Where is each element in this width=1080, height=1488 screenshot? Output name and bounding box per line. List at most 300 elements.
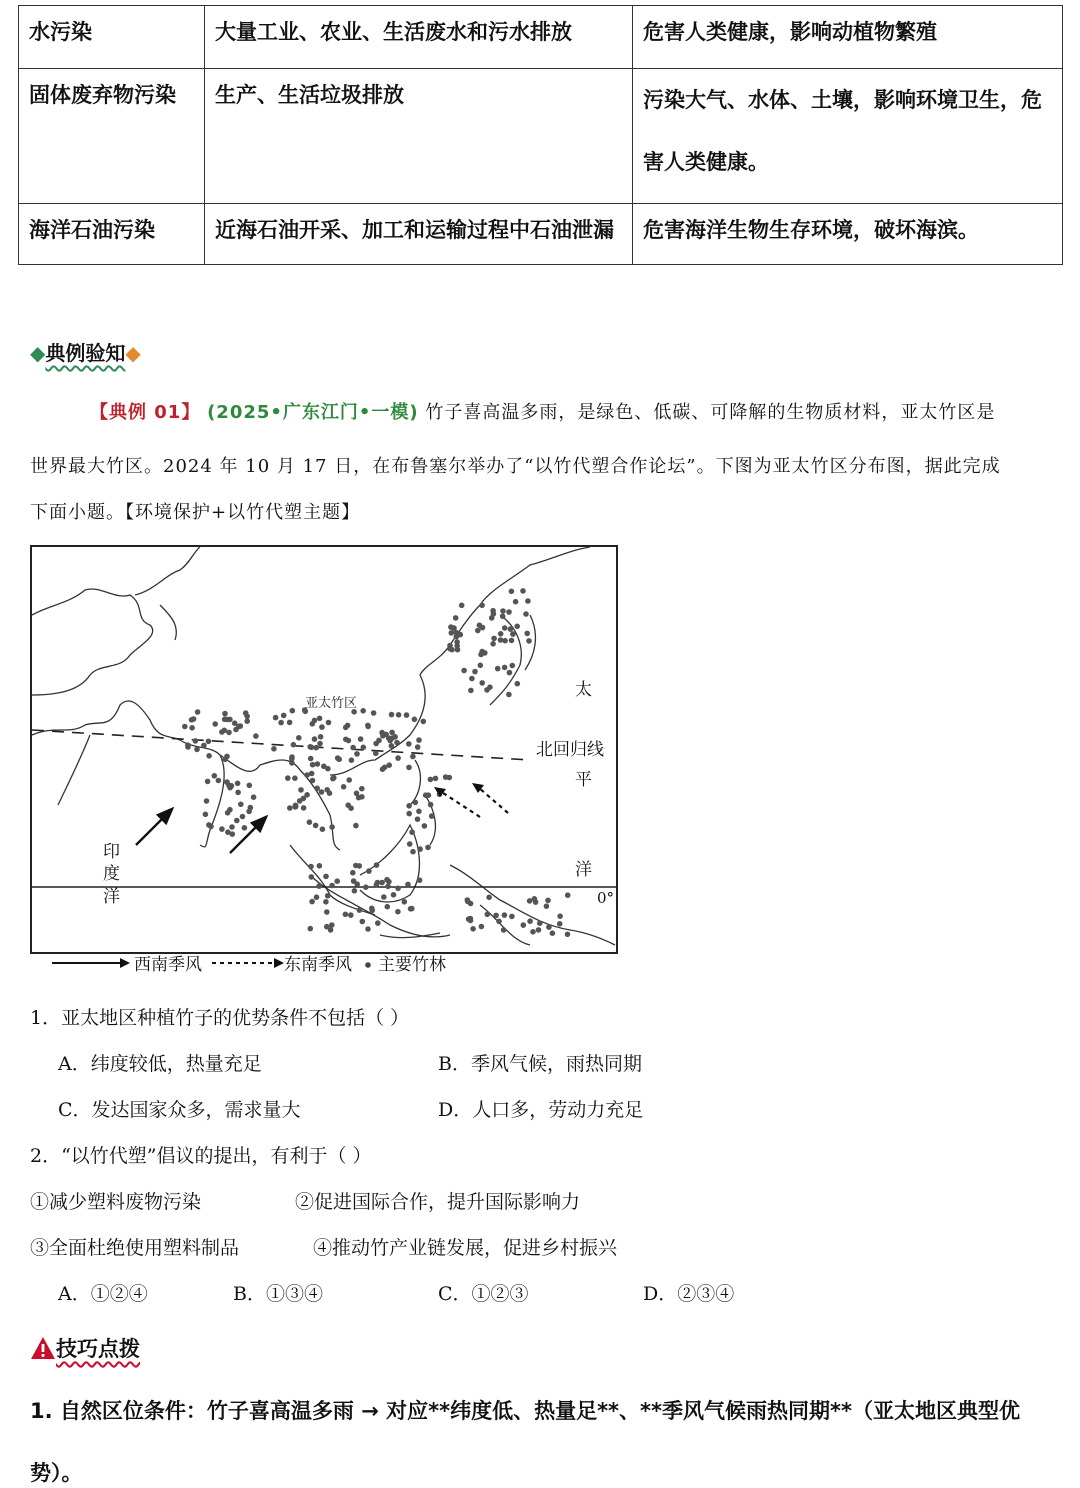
bamboo-dot xyxy=(386,762,392,768)
bamboo-dot xyxy=(312,718,318,724)
bamboo-dot xyxy=(352,888,358,894)
question-1-stem: 1．亚太地区种植竹子的优势条件不包括（ ） xyxy=(30,1007,410,1029)
bamboo-dot xyxy=(468,688,474,694)
bamboo-dot xyxy=(345,723,351,729)
bamboo-dot xyxy=(309,874,315,880)
bamboo-dot xyxy=(527,898,533,904)
bamboo-dot xyxy=(545,898,551,904)
bamboo-dot xyxy=(423,792,429,798)
bamboo-dot xyxy=(240,814,246,820)
bamboo-dot xyxy=(319,724,325,730)
bamboo-dot xyxy=(247,783,253,789)
bamboo-dot xyxy=(191,716,197,722)
tip-line-1: 1. 自然区位条件：竹子喜高温多雨 → 对应**纬度低、热量足**、**季风气候雨热同期**（亚太地区典型优 xyxy=(30,1399,1020,1423)
bamboo-dot xyxy=(468,918,474,924)
bamboo-dot xyxy=(369,908,375,914)
bamboo-dot xyxy=(451,625,457,631)
bamboo-dot xyxy=(406,811,412,817)
bamboo-dot xyxy=(350,870,356,876)
q2-statement-2: ②促进国际合作，提升国际影响力 xyxy=(295,1191,581,1213)
bamboo-dot xyxy=(329,922,335,928)
bamboo-dot xyxy=(461,668,467,674)
bamboo-dot xyxy=(373,751,379,757)
bamboo-dot xyxy=(509,914,515,920)
bamboo-dot xyxy=(508,626,514,632)
bamboo-dot xyxy=(496,919,502,925)
bamboo-dot xyxy=(485,912,491,918)
bamboo-dot xyxy=(360,919,366,925)
bamboo-dot xyxy=(502,625,508,631)
table-row xyxy=(19,204,1063,265)
bamboo-dot xyxy=(565,932,571,938)
bamboo-dot xyxy=(189,725,195,731)
bamboo-dot xyxy=(308,756,314,762)
indian-label-2: 度 xyxy=(103,864,120,884)
bamboo-dot xyxy=(389,712,395,718)
region-label: 亚太竹区 xyxy=(305,696,358,711)
table-cell: 危害人类健康，影响动植物繁殖 xyxy=(633,6,1063,69)
bamboo-dot xyxy=(229,824,235,830)
table-cell: 水污染 xyxy=(19,6,205,69)
bamboo-dot xyxy=(409,906,415,912)
bamboo-dot xyxy=(193,738,199,744)
bamboo-dot xyxy=(314,894,320,900)
bamboo-dot xyxy=(350,745,356,751)
bamboo-dot xyxy=(500,608,506,614)
bamboo-dot xyxy=(406,741,412,747)
bamboo-dot xyxy=(290,708,296,714)
bamboo-dot xyxy=(404,712,410,718)
bamboo-dot xyxy=(212,773,218,779)
bamboo-dot xyxy=(201,743,207,749)
bamboo-dot xyxy=(357,907,363,913)
bamboo-dot xyxy=(194,747,200,753)
bamboo-dot xyxy=(313,745,319,751)
bamboo-dot xyxy=(281,713,287,719)
bamboo-dot xyxy=(244,714,250,720)
bamboo-dot xyxy=(470,926,476,932)
bamboo-dot xyxy=(502,912,508,918)
bamboo-dot xyxy=(375,920,381,926)
bamboo-dot xyxy=(206,753,212,759)
bamboo-dot xyxy=(557,921,563,927)
table-row xyxy=(19,69,1063,204)
bamboo-dot xyxy=(490,641,496,647)
bamboo-dot xyxy=(365,926,371,932)
bamboo-dot xyxy=(389,736,395,742)
bamboo-dot xyxy=(309,745,315,751)
bamboo-dot xyxy=(227,807,233,813)
bamboo-dot xyxy=(219,729,225,735)
bamboo-dot xyxy=(373,741,379,747)
bamboo-dot xyxy=(510,663,516,669)
bamboo-dot xyxy=(428,802,434,808)
bamboo-dot xyxy=(318,734,324,740)
asia-pacific-bamboo-map xyxy=(30,545,620,985)
bamboo-dot xyxy=(557,913,563,919)
bamboo-dot xyxy=(329,883,335,889)
bamboo-dot xyxy=(525,598,531,604)
pacific-label-2: 平 xyxy=(575,770,592,790)
bamboo-dot xyxy=(323,899,329,905)
q2-option-c[interactable]: C．①②③ xyxy=(438,1283,529,1305)
bamboo-dot xyxy=(242,825,248,831)
bamboo-dot xyxy=(371,710,377,716)
q2-statement-4: ④推动竹产业链发展，促进乡村振兴 xyxy=(313,1237,618,1259)
bamboo-dot xyxy=(415,816,421,822)
example-source: (2025•广东江门•一模) xyxy=(207,402,419,423)
q2-option-a[interactable]: A．①②④ xyxy=(58,1283,148,1305)
bamboo-dot xyxy=(501,927,507,933)
bamboo-dot xyxy=(361,745,367,751)
bamboo-dot xyxy=(428,777,434,783)
bamboo-dot xyxy=(334,878,340,884)
bamboo-dot xyxy=(336,757,342,763)
bamboo-dot xyxy=(396,712,402,718)
bamboo-dot xyxy=(324,787,330,793)
bamboo-dot xyxy=(380,766,386,772)
bamboo-dot xyxy=(349,757,355,763)
bamboo-dot xyxy=(415,744,421,750)
bamboo-dot xyxy=(219,826,225,832)
bamboo-dot xyxy=(253,733,259,739)
bamboo-dot xyxy=(317,741,323,747)
bamboo-dot xyxy=(565,892,571,898)
bamboo-dot xyxy=(331,775,337,781)
bamboo-dot xyxy=(251,794,257,800)
indian-label-1: 印 xyxy=(103,842,120,862)
bamboo-dot xyxy=(478,652,484,658)
bamboo-dot xyxy=(479,680,485,686)
bamboo-dot xyxy=(323,874,329,880)
bamboo-dot xyxy=(425,845,431,851)
bamboo-dot xyxy=(402,899,408,905)
bamboo-dot xyxy=(406,765,412,771)
bamboo-dot xyxy=(406,803,412,809)
bamboo-dot xyxy=(224,754,230,760)
q2-statement-1: ①减少塑料废物污染 xyxy=(30,1191,202,1213)
bamboo-dot xyxy=(289,754,295,760)
bamboo-dot xyxy=(273,715,279,721)
bamboo-dot xyxy=(298,787,304,793)
bamboo-dot xyxy=(310,778,316,784)
bamboo-dot xyxy=(224,779,230,785)
bamboo-dot xyxy=(550,930,556,936)
bamboo-dot xyxy=(416,809,422,815)
bamboo-dot xyxy=(417,846,423,852)
bamboo-dot xyxy=(329,824,335,830)
bamboo-dot xyxy=(304,792,310,798)
bamboo-dot xyxy=(374,862,380,868)
example-line-3: 下面小题。【环境保护+以竹代塑主题】 xyxy=(30,502,361,523)
bamboo-dot xyxy=(489,615,495,621)
bamboo-dot xyxy=(216,778,222,784)
bamboo-dot xyxy=(185,744,191,750)
bamboo-dot xyxy=(206,739,212,745)
bamboo-dot xyxy=(363,884,369,890)
legend-bamboo: 主要竹林 xyxy=(378,955,446,975)
bamboo-dot xyxy=(381,894,387,900)
bamboo-dot xyxy=(293,803,299,809)
bamboo-dot xyxy=(477,622,483,628)
bamboo-dot xyxy=(307,819,313,825)
bamboo-dot xyxy=(454,643,460,649)
q1-option-c[interactable]: C．发达国家众多，需求量大 xyxy=(58,1099,301,1121)
bamboo-dot xyxy=(410,849,416,855)
bamboo-dot xyxy=(222,711,228,717)
bamboo-dot xyxy=(292,775,298,781)
bamboo-dot xyxy=(495,666,501,672)
bamboo-dot xyxy=(468,901,474,907)
table-cell: 固体废弃物污染 xyxy=(19,69,205,204)
section-heading-tips xyxy=(30,1333,140,1363)
pollution-table xyxy=(18,5,1063,265)
section-heading-examples xyxy=(30,337,141,366)
bamboo-dot xyxy=(235,790,241,796)
bamboo-dot xyxy=(478,663,484,669)
bamboo-dot xyxy=(475,628,481,634)
diamond-icon: ◆ xyxy=(30,341,46,365)
bamboo-dot xyxy=(455,632,461,638)
bamboo-dot xyxy=(443,774,449,780)
bamboo-dot xyxy=(514,624,520,630)
bamboo-dot xyxy=(375,880,381,886)
bamboo-dot xyxy=(212,721,218,727)
bamboo-dot xyxy=(491,636,497,642)
bamboo-dot xyxy=(358,736,364,742)
bamboo-dot xyxy=(407,841,413,847)
bamboo-dot xyxy=(486,895,492,901)
bamboo-dot xyxy=(513,599,519,605)
bamboo-dot xyxy=(412,717,418,723)
example-text: 竹子喜高温多雨，是绿色、低碳、可降解的生物质材料，亚太竹区是 xyxy=(425,402,996,423)
bamboo-dot xyxy=(546,924,552,930)
bamboo-dot xyxy=(490,608,496,614)
bamboo-dot xyxy=(319,789,325,795)
bamboo-dot xyxy=(532,896,538,902)
bamboo-dot xyxy=(530,929,536,935)
bamboo-dot xyxy=(524,631,530,637)
bamboo-dot xyxy=(285,775,291,781)
bamboo-dot xyxy=(409,829,415,835)
q1-option-d[interactable]: D．人口多，劳动力充足 xyxy=(438,1099,644,1121)
bamboo-dot xyxy=(506,692,512,698)
bamboo-dot xyxy=(416,737,422,743)
bamboo-dot xyxy=(354,751,360,757)
question-2-stem: 2．“以竹代塑”倡议的提出，有利于（ ） xyxy=(30,1145,372,1167)
bamboo-dot xyxy=(449,647,455,653)
table-row xyxy=(19,6,1063,69)
bamboo-dot xyxy=(391,892,397,898)
bamboo-dot xyxy=(317,716,323,722)
bamboo-dot xyxy=(234,818,240,824)
table-cell: 危害海洋生物生存环境，破坏海滨。 xyxy=(633,204,1063,265)
bamboo-dot xyxy=(544,903,550,909)
bamboo-dot xyxy=(405,882,411,888)
table-cell: 生产、生活垃圾排放 xyxy=(205,69,633,204)
table-cell: 污染大气、水体、土壤，影响环境卫生，危害人类健康。 xyxy=(633,69,1063,204)
bamboo-dot xyxy=(509,638,515,644)
bamboo-dot xyxy=(384,877,390,883)
pacific-label-3: 洋 xyxy=(575,860,592,880)
bamboo-dot xyxy=(246,809,252,815)
section-title: 典例验知 xyxy=(45,341,126,365)
bamboo-dot xyxy=(301,805,307,811)
bamboo-dot xyxy=(500,614,506,620)
bamboo-dot xyxy=(205,779,211,785)
q1-option-b[interactable]: B．季风气候，雨热同期 xyxy=(438,1053,642,1075)
bamboo-dot xyxy=(385,884,391,890)
map-legend xyxy=(52,955,446,975)
bamboo-dot xyxy=(360,708,366,714)
bamboo-dot xyxy=(308,926,314,932)
bamboo-dot xyxy=(459,603,465,609)
bamboo-dot xyxy=(346,738,352,744)
tropic-label: 北回归线 xyxy=(536,740,604,760)
bamboo-dot xyxy=(493,913,499,919)
bamboo-dot xyxy=(357,863,363,869)
bamboo-dot xyxy=(395,886,401,892)
bamboo-dot xyxy=(389,743,395,749)
bamboo-dot xyxy=(353,823,359,829)
bamboo-dot xyxy=(203,812,209,818)
bamboo-dot xyxy=(479,924,485,930)
bamboo-dot xyxy=(510,631,516,637)
bamboo-dot xyxy=(479,603,485,609)
table-cell: 近海石油开采、加工和运输过程中石油泄漏 xyxy=(205,204,633,265)
bamboo-dot xyxy=(395,909,401,915)
bamboo-dot xyxy=(521,922,527,928)
bamboo-dot xyxy=(287,720,293,726)
bamboo-dot xyxy=(235,781,241,787)
legend-sw: 西南季风 xyxy=(134,955,202,975)
indian-label-3: 洋 xyxy=(103,887,120,907)
bamboo-dot xyxy=(313,823,319,829)
bamboo-dot xyxy=(429,813,435,819)
bamboo-dot xyxy=(421,719,427,725)
bamboo-dot xyxy=(312,736,318,742)
bamboo-dot xyxy=(195,709,201,715)
bamboo-dot xyxy=(341,784,347,790)
section-title: 技巧点拨 xyxy=(56,1337,140,1361)
bamboo-dot xyxy=(227,785,233,791)
equator-label: 0° xyxy=(597,889,615,907)
bamboo-dot xyxy=(433,776,439,782)
bamboo-dot xyxy=(472,669,478,675)
bamboo-dot xyxy=(422,823,428,829)
bamboo-dot xyxy=(310,762,316,768)
bamboo-dot xyxy=(509,589,515,595)
bamboo-dot xyxy=(308,864,314,870)
bamboo-dot xyxy=(296,735,302,741)
bamboo-dot xyxy=(317,863,323,869)
bamboo-dot xyxy=(484,687,490,693)
bamboo-dot xyxy=(453,615,459,621)
bamboo-dot xyxy=(506,609,512,615)
bamboo-dot xyxy=(328,927,334,933)
bamboo-dot xyxy=(182,724,188,730)
bamboo-dot xyxy=(498,631,504,637)
bamboo-dot xyxy=(309,771,315,777)
bamboo-dot xyxy=(515,681,521,687)
bamboo-dot xyxy=(359,786,365,792)
bamboo-dot xyxy=(417,877,423,883)
bamboo-dot xyxy=(507,670,513,676)
bamboo-dot xyxy=(324,909,330,915)
table-cell: 海洋石油污染 xyxy=(19,204,205,265)
bamboo-dot xyxy=(385,904,391,910)
bamboo-dot xyxy=(230,831,236,837)
bamboo-dot xyxy=(278,720,284,726)
bamboo-dot xyxy=(287,805,293,811)
bamboo-dot xyxy=(354,881,360,887)
bamboo-dot xyxy=(244,718,250,724)
bamboo-dot xyxy=(224,717,230,723)
q2-option-b[interactable]: B．①③④ xyxy=(233,1283,323,1305)
bamboo-dot xyxy=(537,920,543,926)
bamboo-dot xyxy=(502,638,508,644)
bamboo-dot xyxy=(291,742,297,748)
example-line-2: 世界最大竹区。2024 年 10 月 17 日，在布鲁塞尔举办了“以竹代塑合作论坛”。下图为亚太竹区分布图，据此完成 xyxy=(30,456,1001,477)
bamboo-dot xyxy=(346,777,352,783)
q2-option-d[interactable]: D．②③④ xyxy=(643,1283,735,1305)
bamboo-dot xyxy=(449,630,455,636)
bamboo-dot xyxy=(348,805,354,811)
pacific-label-1: 太 xyxy=(575,680,592,700)
bamboo-dot xyxy=(238,802,244,808)
bamboo-dot xyxy=(326,720,332,726)
example-line-1 xyxy=(90,398,1065,424)
bamboo-dot xyxy=(325,766,331,772)
bamboo-dot xyxy=(320,826,326,832)
bamboo-dot xyxy=(316,883,322,889)
bamboo-dot xyxy=(502,665,508,671)
bamboo-dot xyxy=(523,611,529,617)
bamboo-dot xyxy=(315,761,321,767)
bamboo-dot xyxy=(204,798,210,804)
q1-option-a[interactable]: A．纬度较低，热量充足 xyxy=(58,1053,262,1075)
bamboo-dot xyxy=(365,724,371,730)
bamboo-dot xyxy=(309,899,315,905)
bamboo-dot xyxy=(348,912,354,918)
bamboo-dot xyxy=(325,893,331,899)
q2-statement-3: ③全面杜绝使用塑料制品 xyxy=(30,1237,240,1259)
tip-line-2: 势）。 xyxy=(30,1461,83,1485)
bamboo-dot xyxy=(394,740,400,746)
bamboo-dot xyxy=(520,588,526,594)
bamboo-dot xyxy=(410,754,416,760)
bamboo-dot xyxy=(359,794,365,800)
bamboo-dot xyxy=(469,676,475,682)
bamboo-dot xyxy=(238,723,244,729)
example-tag: 【典例 01】 xyxy=(90,402,201,423)
legend-se: 东南季风 xyxy=(284,955,352,975)
bamboo-dot xyxy=(527,918,533,924)
bamboo-dot xyxy=(536,927,542,933)
bamboo-dot xyxy=(366,868,372,874)
table-cell: 大量工业、农业、生活废水和污水排放 xyxy=(205,6,633,69)
bamboo-dot xyxy=(289,760,295,766)
bamboo-dot xyxy=(232,720,238,726)
bamboo-dot xyxy=(208,824,214,830)
bamboo-dot xyxy=(413,800,419,806)
bamboo-dot xyxy=(271,746,277,752)
bamboo-dot xyxy=(395,755,401,761)
bamboo-dot xyxy=(343,912,349,918)
bamboo-dot xyxy=(526,638,532,644)
diamond-icon: ◆ xyxy=(125,341,141,365)
warning-icon xyxy=(30,1336,56,1360)
